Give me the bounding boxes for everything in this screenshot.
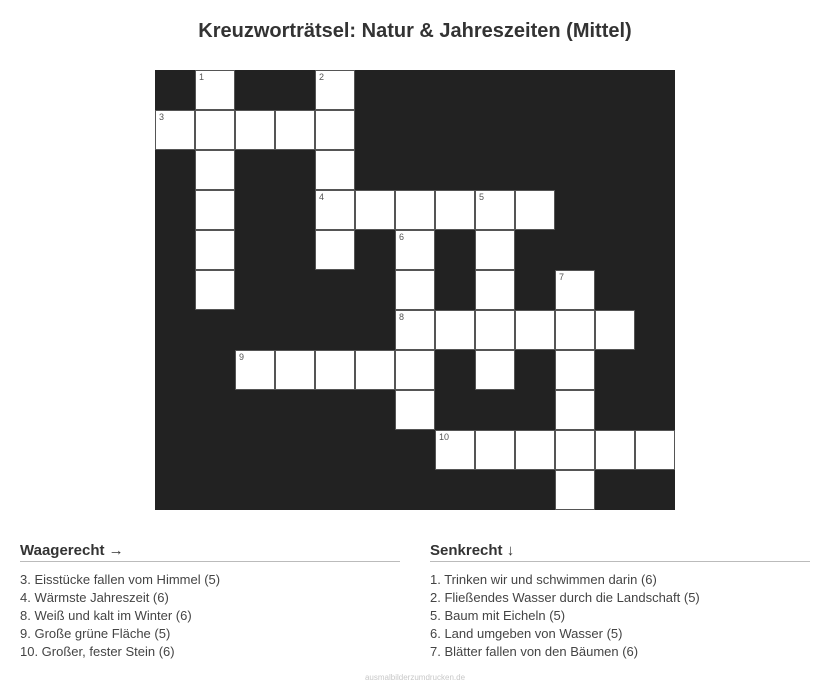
crossword-cell[interactable] [395,270,435,310]
crossword-cell[interactable] [475,230,515,270]
crossword-cell[interactable] [195,70,235,110]
clue-item-across: 8. Weiß und kalt im Winter (6) [20,608,192,623]
clue-item-down: 5. Baum mit Eicheln (5) [430,608,566,623]
crossword-cell[interactable] [395,310,435,350]
crossword-cell[interactable] [475,310,515,350]
crossword-cell[interactable] [555,270,595,310]
crossword-cell[interactable] [555,390,595,430]
cell-number: 6 [399,232,405,242]
crossword-cell[interactable] [275,350,315,390]
footer-credit: ausmalbilderzumdrucken.de [364,673,466,682]
cell-number: 10 [439,432,450,442]
cell-number: 7 [559,272,565,282]
page-title: Kreuzworträtsel: Natur & Jahreszeiten (Mittel) [198,20,632,42]
crossword-cell[interactable] [355,190,395,230]
clue-item-across: 3. Eisstücke fallen vom Himmel (5) [20,572,221,587]
crossword-cell[interactable] [475,190,515,230]
crossword-cell[interactable] [315,190,355,230]
crossword-cell[interactable] [475,430,515,470]
clue-item-down: 2. Fließendes Wasser durch die Landschaft (5) [430,590,700,605]
crossword-cell[interactable] [315,70,355,110]
crossword-cell[interactable] [555,350,595,390]
crossword-grid [155,70,675,510]
crossword-cell[interactable] [475,270,515,310]
crossword-cell[interactable] [595,310,635,350]
crossword-cell[interactable] [195,110,235,150]
crossword-cell[interactable] [235,110,275,150]
crossword-cell[interactable] [195,150,235,190]
crossword-cell[interactable] [155,110,195,150]
crossword-cell[interactable] [395,190,435,230]
crossword-cell[interactable] [355,350,395,390]
crossword-cell[interactable] [595,430,635,470]
clue-item-across: 4. Wärmste Jahreszeit (6) [20,590,169,605]
crossword-cell[interactable] [315,110,355,150]
clue-item-down: 1. Trinken wir und schwimmen darin (6) [430,572,657,587]
crossword-cell[interactable] [395,230,435,270]
crossword-cell[interactable] [555,470,595,510]
arrow-right-icon: → [108,542,124,559]
crossword-cell[interactable] [435,310,475,350]
cell-number: 8 [399,312,405,322]
crossword-cell[interactable] [515,310,555,350]
across-clues-section [20,542,400,661]
down-heading [430,542,810,562]
crossword-cell[interactable] [195,190,235,230]
arrow-down-icon: ↓ [506,542,515,559]
crossword-cell[interactable] [315,150,355,190]
cell-number: 4 [319,192,325,202]
down-clues-section [430,542,810,661]
crossword-cell[interactable] [195,230,235,270]
crossword-cell[interactable] [195,270,235,310]
clue-item-down: 7. Blätter fallen von den Bäumen (6) [430,644,639,659]
across-heading-label: Waagerecht [20,542,105,559]
cell-number: 9 [239,352,245,362]
crossword-cell[interactable] [275,110,315,150]
crossword-cell[interactable] [315,350,355,390]
across-heading [20,542,400,562]
cell-number: 2 [319,72,325,82]
crossword-cell[interactable] [515,190,555,230]
crossword-cell[interactable] [435,190,475,230]
clue-item-across: 9. Große grüne Fläche (5) [20,626,171,641]
crossword-cell[interactable] [315,230,355,270]
clue-item-across: 10. Großer, fester Stein (6) [20,644,175,659]
crossword-cell[interactable] [235,350,275,390]
down-clue-list [430,571,810,661]
crossword-cell[interactable] [555,430,595,470]
across-clue-list [20,571,400,661]
crossword-cell[interactable] [475,350,515,390]
crossword-cell[interactable] [395,390,435,430]
crossword-cell[interactable] [395,350,435,390]
cell-number: 1 [199,72,205,82]
crossword-cell[interactable] [435,430,475,470]
crossword-cell[interactable] [515,430,555,470]
cell-number: 3 [159,112,165,122]
down-heading-label: Senkrecht [430,542,503,559]
crossword-cell[interactable] [635,430,675,470]
clue-item-down: 6. Land umgeben von Wasser (5) [430,626,623,641]
crossword-cell[interactable] [555,310,595,350]
cell-number: 5 [479,192,485,202]
